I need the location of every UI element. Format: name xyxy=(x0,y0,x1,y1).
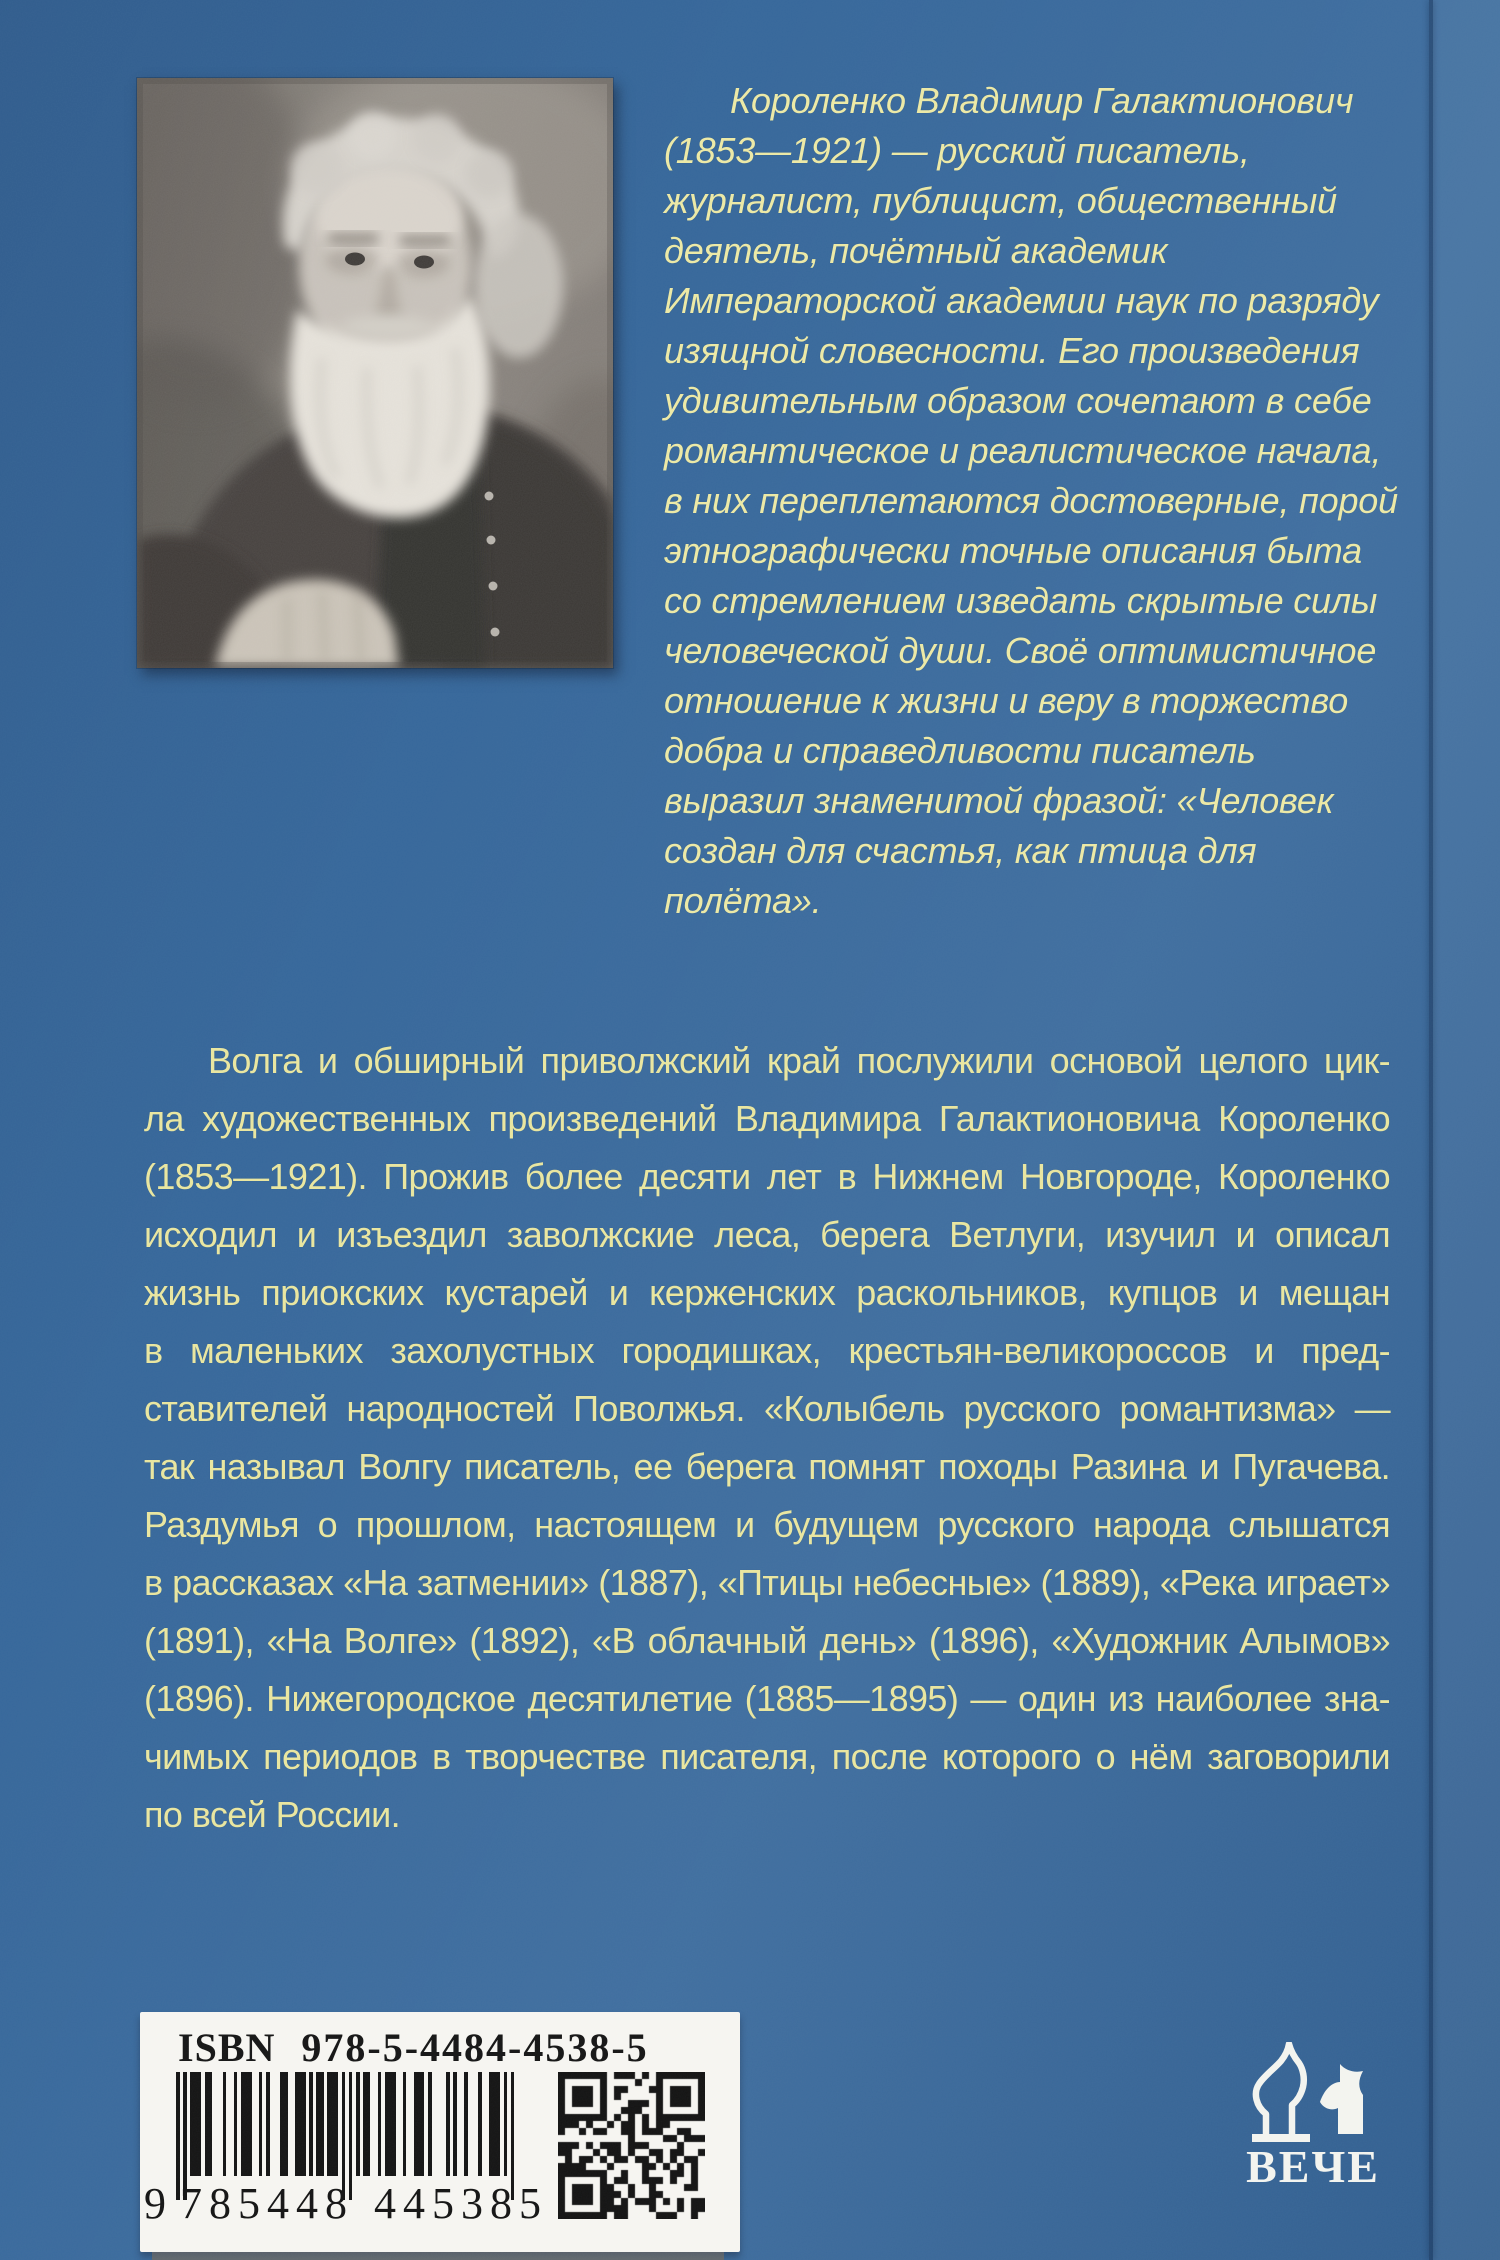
annotation-line: (1853—1921). Прожив более десяти лет в Нижнем Новгороде, Короленко xyxy=(144,1156,1390,1197)
bio-line: романтическое и реалистическое начала, xyxy=(664,430,1382,471)
bio-line: удивительным образом сочетают в себе xyxy=(664,380,1372,421)
isbn-prefix: ISBN xyxy=(178,2025,276,2070)
bio-line: в них переплетаются достоверные, порой xyxy=(664,480,1398,521)
qr-code-icon xyxy=(558,2072,705,2219)
publisher-logo xyxy=(1236,2042,1390,2200)
bio-line: журналист, публицист, общественный xyxy=(664,180,1337,221)
bio-line: Императорской академии наук по разряду xyxy=(664,280,1379,321)
bio-line: Короленко Владимир Галактионович xyxy=(730,80,1354,121)
annotation-line: Волга и обширный приволжский край послужили основой целого цик- xyxy=(208,1040,1390,1081)
annotation-line: исходил и изъездил заволжские леса, берега Ветлуги, изучил и описал xyxy=(144,1214,1390,1255)
annotation-line: по всей России. xyxy=(144,1794,401,1835)
annotation-line: (1896). Нижегородское десятилетие (1885—1895) — один из наиболее зна- xyxy=(144,1678,1390,1719)
bio-line: отношение к жизни и веру в торжество xyxy=(664,680,1349,721)
isbn-box xyxy=(140,2012,740,2252)
ean-left-digit: 9 xyxy=(144,2179,166,2228)
bio-line: изящной словесности. Его произведения xyxy=(664,330,1360,371)
veche-dome-logo-icon xyxy=(1236,2042,1390,2200)
author-bio-block xyxy=(664,76,1398,926)
isbn-number: 978-5-4484-4538-5 xyxy=(301,2025,649,2070)
annotation-line: в рассказах «На затмении» (1887), «Птицы небесные» (1889), «Река играет» xyxy=(144,1562,1390,1603)
bio-line: добра и справедливости писатель xyxy=(664,730,1256,771)
annotation-line: ставителей народностей Поволжья. «Колыбель русского романтизма» — xyxy=(144,1388,1390,1429)
bio-line: выразил знаменитой фразой: «Человек xyxy=(664,780,1334,821)
author-portrait-photo xyxy=(137,78,613,668)
publisher-name: ВЕЧЕ xyxy=(1246,2141,1380,2192)
annotation-line: в маленьких захолустных городишках, крестьян-великороссов и пред- xyxy=(144,1330,1390,1371)
annotation-line: Раздумья о прошлом, настоящем и будущем русского народа слышатся xyxy=(144,1504,1390,1545)
edge-light-band xyxy=(1433,0,1500,2260)
annotation-block xyxy=(144,1032,1390,1844)
annotation-line: так называл Волгу писатель, ее берега помнят походы Разина и Пугачева. xyxy=(144,1446,1390,1487)
bio-line: (1853—1921) — русский писатель, xyxy=(664,130,1250,171)
bio-line: деятель, почётный академик xyxy=(664,230,1168,271)
isbn-label xyxy=(178,2024,718,2071)
portrait-illustration xyxy=(137,78,613,668)
ean-group-2: 445385 xyxy=(374,2179,548,2228)
annotation-line: (1891), «На Волге» (1892), «В облачный день» (1896), «Художник Алымов» xyxy=(144,1620,1390,1661)
ean-digits xyxy=(144,2178,548,2229)
bio-line: со стремлением изведать скрытые силы xyxy=(664,580,1378,621)
ean-group-1: 785448 xyxy=(180,2179,354,2228)
annotation-line: жизнь приокских кустарей и керженских раскольников, купцов и мещан xyxy=(144,1272,1390,1313)
bio-line: этнографически точные описания быта xyxy=(664,530,1362,571)
bio-line: человеческой души. Своё оптимистичное xyxy=(664,630,1377,671)
annotation-line: чимых периодов в творчестве писателя, после которого о нём заговорили xyxy=(144,1736,1390,1777)
bio-line: полёта». xyxy=(664,880,822,921)
bio-line: создан для счастья, как птица для xyxy=(664,830,1257,871)
annotation-line: ла художественных произведений Владимира Галактионовича Короленко xyxy=(144,1098,1390,1139)
